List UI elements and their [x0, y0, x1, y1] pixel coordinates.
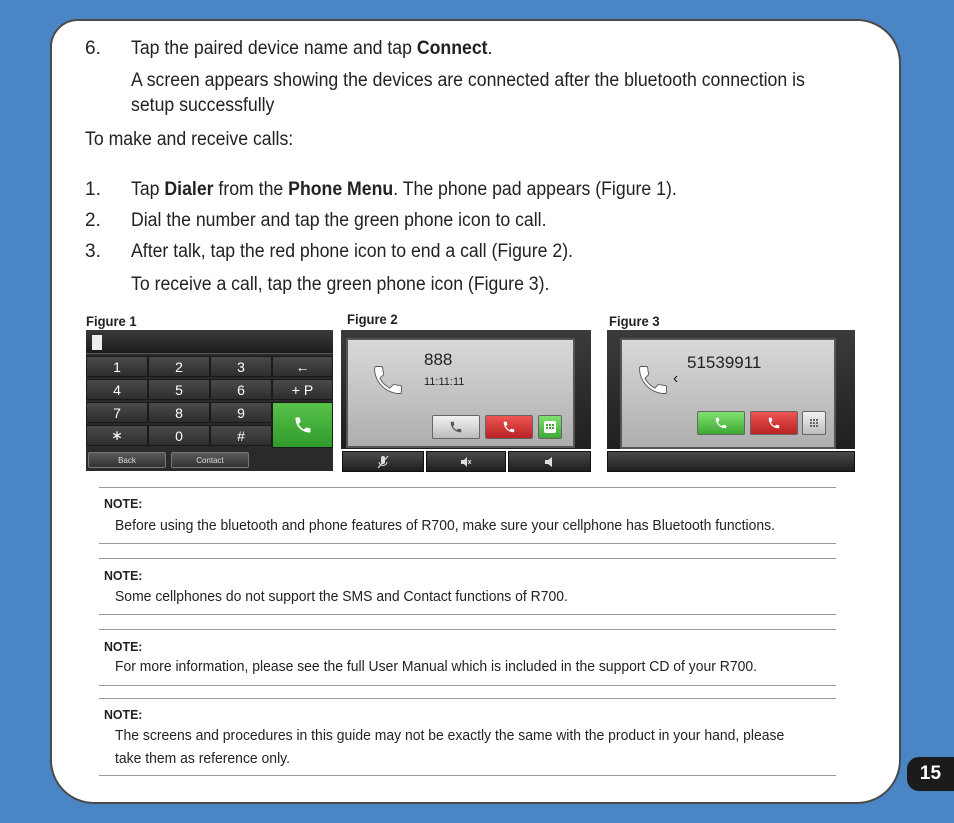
note-3-line-1: For more information, please see the full User Manual which is included in the support CD of your R700. — [115, 658, 758, 675]
step-6-number: 6. — [85, 38, 101, 59]
step-3-sub: To receive a call, tap the green phone icon (Figure 3). — [131, 274, 550, 295]
hang-up-phone-icon — [502, 420, 516, 434]
figure-2-call-screen — [341, 330, 591, 449]
step-3-text: After talk, tap the red phone icon to end a call (Figure 2). — [131, 241, 574, 262]
step-3-number: 3. — [85, 241, 101, 262]
note-4 — [99, 698, 836, 776]
keypad-key: 5 — [148, 379, 210, 400]
step-1-text — [131, 179, 677, 201]
text-cursor — [92, 335, 102, 350]
figure-3-number: 51539911 — [687, 353, 762, 372]
step-6-detail-2: setup successfully — [131, 95, 275, 116]
figure-3-reject-button — [750, 411, 798, 435]
step-1-pre: Tap — [131, 179, 165, 200]
step-2-text: Dial the number and tap the green phone icon to call. — [131, 210, 547, 231]
figure-3-label: Figure 3 — [609, 313, 660, 329]
keypad-key: # — [210, 425, 272, 446]
step-6-text-pre: Tap the paired device name and tap — [131, 38, 417, 59]
figure-2-keypad-button — [538, 415, 562, 439]
phone-icon — [293, 415, 313, 435]
figure-2-label: Figure 2 — [347, 311, 398, 327]
figure-2-end-call-button — [485, 415, 533, 439]
note-2-label: NOTE: — [104, 568, 143, 583]
keypad-key: 8 — [148, 402, 210, 423]
phone-icon — [449, 420, 463, 434]
mic-mute-icon — [376, 455, 390, 469]
note-2-line-1: Some cellphones do not support the SMS and Contact functions of R700. — [115, 588, 568, 605]
note-1-label: NOTE: — [104, 496, 143, 511]
note-1 — [99, 487, 836, 544]
step-1-phone-menu-bold: Phone Menu — [288, 179, 394, 200]
keypad-call-button — [272, 402, 333, 448]
calls-intro: To make and receive calls: — [85, 129, 294, 150]
figure-1-label: Figure 1 — [86, 313, 137, 329]
incoming-phone-icon — [635, 362, 671, 398]
page-number: 15 — [907, 757, 954, 791]
figure-3-call-panel — [620, 338, 836, 449]
note-3 — [99, 629, 836, 686]
note-4-line-1: The screens and procedures in this guide may not be exactly the same with the product in your hand, please — [115, 727, 785, 744]
keypad-key: 0 — [148, 425, 210, 446]
keypad-key: 7 — [86, 402, 148, 423]
step-6-connect-bold: Connect — [416, 38, 488, 59]
note-2 — [99, 558, 836, 615]
note-3-label: NOTE: — [104, 639, 143, 654]
step-1-post: . The phone pad appears (Figure 1). — [393, 179, 677, 200]
incall-phone-icon — [370, 362, 406, 398]
figure-3-answer-button — [697, 411, 745, 435]
step-1-dialer-bold: Dialer — [164, 179, 214, 200]
note-4-label: NOTE: — [104, 707, 143, 722]
keypad-key: 3 — [210, 356, 272, 377]
keypad-key: + P — [272, 379, 333, 400]
answer-phone-icon — [714, 416, 728, 430]
step-1-number: 1. — [85, 179, 101, 200]
step-6-text-post: . — [487, 38, 493, 59]
figure-1-dialer-screen — [86, 330, 333, 471]
figure-2-call-panel — [346, 338, 575, 448]
reject-phone-icon — [767, 416, 781, 430]
step-1-mid: from the — [213, 179, 289, 200]
figure-3-keypad-button — [802, 411, 826, 435]
figure-2-number: 888 — [424, 350, 453, 369]
dial-input-bar — [86, 330, 333, 354]
figure-2-gray-phone-button — [432, 415, 480, 439]
contact-button: Contact — [171, 452, 249, 468]
keypad-key: 4 — [86, 379, 148, 400]
incoming-arrow: ‹ — [673, 370, 679, 387]
keypad-key: 9 — [210, 402, 272, 423]
volume-button — [508, 451, 591, 472]
figure-3-call-screen — [607, 330, 855, 449]
step-6-detail-1: A screen appears showing the devices are connected after the bluetooth connection is — [131, 70, 805, 91]
note-1-line-1: Before using the bluetooth and phone features of R700, make sure your cellphone has Bluetooth functions. — [115, 517, 775, 534]
keypad-key: 1 — [86, 356, 148, 377]
figure-2-call-time: 11:11:11 — [424, 376, 465, 388]
keypad-key: 2 — [148, 356, 210, 377]
back-button: Back — [88, 452, 166, 468]
speaker-toggle-button — [426, 451, 506, 472]
keypad-phone-icon — [543, 420, 557, 434]
step-6-text — [131, 38, 492, 60]
mute-mic-button — [342, 451, 424, 472]
speaker-mute-icon — [459, 455, 473, 469]
figure-3-bottom-bar — [607, 451, 855, 472]
step-2-number: 2. — [85, 210, 101, 231]
keypad-key: ← — [272, 356, 333, 377]
keypad-icon — [807, 416, 821, 430]
volume-icon — [543, 455, 557, 469]
keypad-key: ∗ — [86, 425, 148, 446]
keypad-key: 6 — [210, 379, 272, 400]
note-4-line-2: take them as reference only. — [115, 750, 290, 767]
